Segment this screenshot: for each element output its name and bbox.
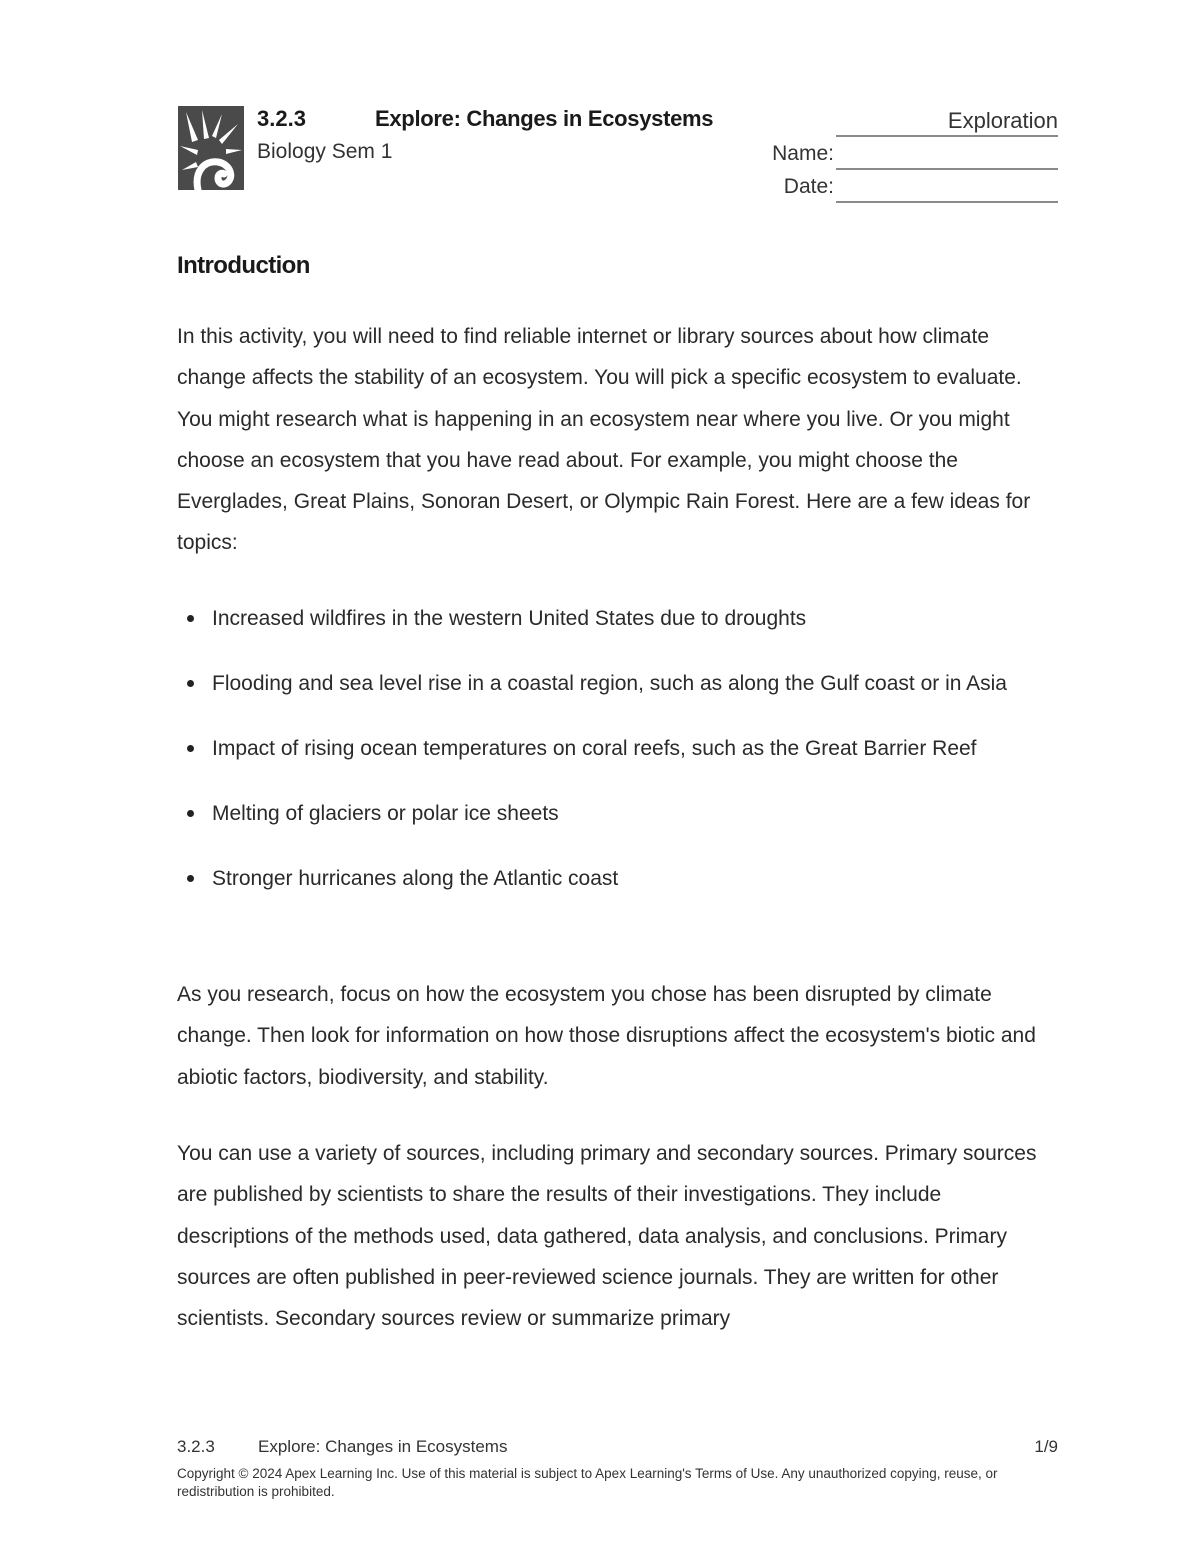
date-field-line[interactable]	[836, 201, 1058, 203]
list-item	[177, 728, 1057, 769]
research-paragraph: As you research, focus on how the ecosystem you chose has been disrupted by climate change. Then look for information on how those disruptions affect the ecosystem's biotic and abiotic factors, biodiversity, and stability.	[177, 983, 1036, 1089]
activity-type: Exploration	[947, 108, 1058, 133]
course-name: Biology Sem 1	[257, 140, 393, 163]
footer-lesson-title: Explore: Changes in Ecosystems	[258, 1437, 508, 1456]
list-item	[177, 598, 1057, 639]
bullet-icon	[187, 745, 194, 752]
list-item	[177, 858, 1057, 899]
date-label: Date:	[783, 175, 834, 198]
list-item	[177, 663, 1057, 704]
topic-list	[177, 598, 1057, 923]
lesson-title: Explore: Changes in Ecosystems	[375, 106, 714, 131]
bullet-icon	[187, 615, 194, 622]
list-item-text: Melting of glaciers or polar ice sheets	[212, 802, 559, 825]
section-heading: Introduction	[177, 252, 310, 279]
name-field-line[interactable]	[836, 168, 1058, 170]
list-item-text: Increased wildfires in the western United States due to droughts	[212, 607, 807, 630]
name-label: Name:	[772, 142, 834, 165]
intro-paragraph: In this activity, you will need to find reliable internet or library sources about how climate change affects the stability of an ecosystem. You will pick a specific ecosystem to evaluate. You might research what is happening in an ecosystem near where you live. Or you might choose an ecosystem that you have read about. For example, you might choose the Everglades, Great Plains, Sonoran Desert, or Olympic Rain Forest. Here are a few ideas for topics:	[177, 325, 1031, 555]
sources-paragraph: You can use a variety of sources, including primary and secondary sources. Primary sources are published by scientists to share the results of their investigations. They include descriptions of the methods used, data gathered, data analysis, and conclusions. Primary sources are often published in peer-reviewed science journals. They are written for other scientists. Secondary sources review or summarize primary	[177, 1142, 1037, 1331]
list-item-text: Stronger hurricanes along the Atlantic coast	[212, 867, 619, 890]
header-rule	[836, 135, 1058, 137]
lesson-code: 3.2.3	[257, 106, 306, 131]
list-item	[177, 793, 1057, 834]
bullet-icon	[187, 680, 194, 687]
bullet-icon	[187, 875, 194, 882]
page-indicator: 1/9	[1034, 1437, 1058, 1456]
bullet-icon	[187, 810, 194, 817]
copyright-notice: Copyright © 2024 Apex Learning Inc. Use of this material is subject to Apex Learning's Terms of Use. Any unauthorized copying, reuse, or redistribution is prohibited.	[177, 1466, 998, 1499]
footer-lesson-code: 3.2.3	[177, 1437, 215, 1456]
list-item-text: Impact of rising ocean temperatures on coral reefs, such as the Great Barrier Reef	[212, 737, 977, 760]
apex-sun-logo-icon	[178, 106, 244, 190]
list-item-text: Flooding and sea level rise in a coastal region, such as along the Gulf coast or in Asia	[212, 672, 1007, 695]
